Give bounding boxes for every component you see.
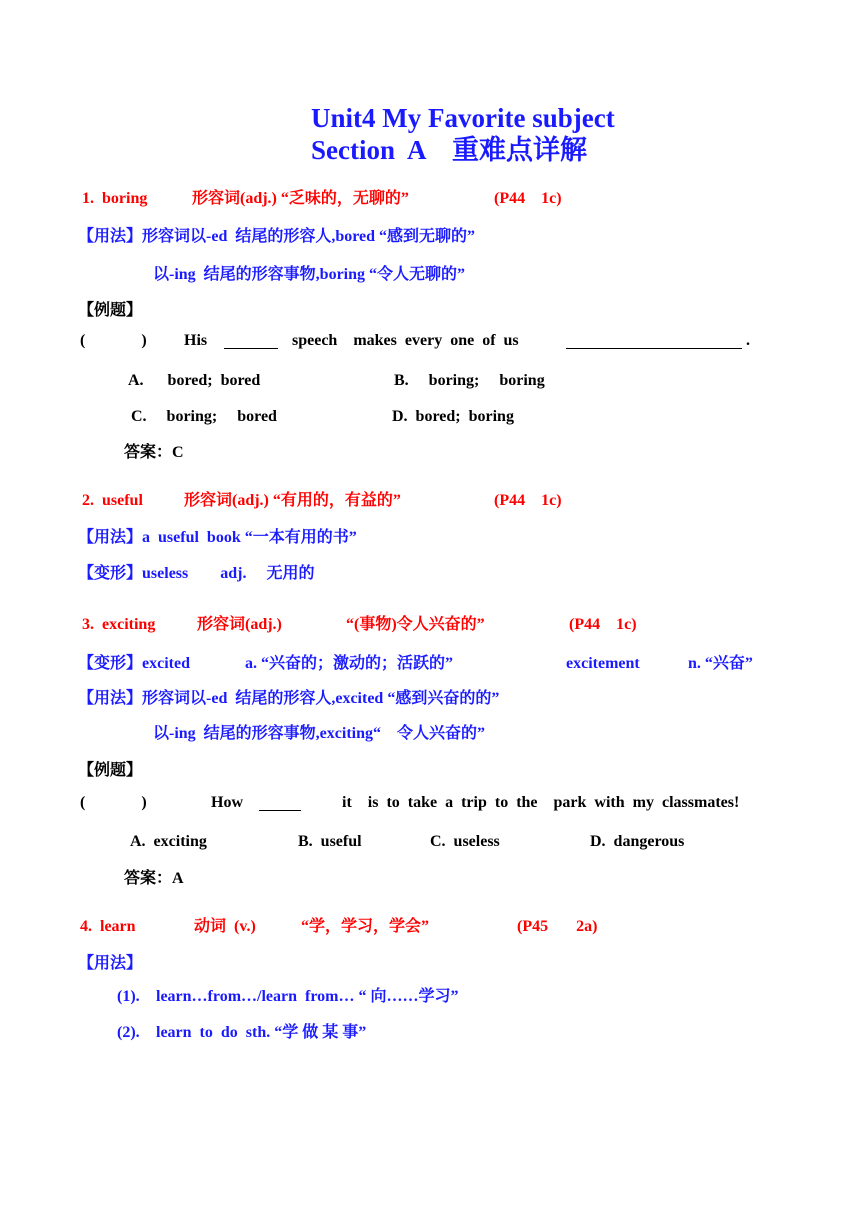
item1-answer: 答案：C: [124, 444, 184, 461]
item3-pos: 形容词(adj.): [197, 616, 282, 633]
usage-text: a useful book “一本有用的书”: [142, 529, 357, 546]
item4-pos: 动词 (v.): [194, 918, 256, 935]
usage-text: 形容词以-ed 结尾的形容人,excited “感到兴奋的的”: [142, 690, 500, 707]
item3-usage-line2: 以-ing 结尾的形容事物,exciting“ 令人兴奋的”: [153, 725, 485, 742]
variant-tag: 【变形】: [78, 655, 143, 672]
item2-variant: [78, 566, 314, 582]
variant-text: useless adj. 无用的: [142, 565, 315, 582]
item1-example-tag: 【例题】: [78, 302, 143, 319]
item3-variant-noun-meaning: n. “兴奋”: [688, 655, 753, 672]
item4-meaning: “学，学习，学会”: [301, 918, 430, 935]
item3-blank: [259, 810, 301, 811]
item1-blank-2: [566, 348, 742, 349]
item1-question-mid: speech makes every one of us: [292, 332, 519, 349]
usage-tag: 【用法】: [78, 690, 143, 707]
item3-question-paren: ( ): [80, 794, 147, 811]
item4-line1-num: (1).: [117, 988, 140, 1005]
item1-usage-line2: 以-ing 结尾的形容事物,boring “令人无聊的”: [153, 266, 466, 283]
item3-variant-noun: excitement: [566, 655, 640, 672]
item1-blank-1: [224, 348, 278, 349]
item3-option-d: D. dangerous: [590, 833, 685, 850]
item1-ref: (P44 1c): [494, 190, 562, 207]
item1-option-b: B. boring; boring: [394, 372, 545, 389]
item1-question-end: .: [746, 332, 750, 349]
item4-number: 4. learn: [80, 918, 136, 935]
item3-number: 3. exciting: [82, 616, 156, 633]
item3-option-b: B. useful: [298, 833, 362, 850]
item4-line1-text: learn…from…/learn from… “ 向……学习”: [156, 988, 459, 1005]
item1-question-word: His: [184, 332, 208, 349]
item3-ref: (P44 1c): [569, 616, 637, 633]
item1-pos: 形容词(adj.) “乏味的，无聊的”: [192, 190, 409, 207]
usage-text: 形容词以-ed 结尾的形容人,bored “感到无聊的”: [142, 228, 476, 245]
item4-line2-num: (2).: [117, 1024, 140, 1041]
item3-meaning: “(事物)令人兴奋的”: [346, 616, 485, 633]
item3-variant: [78, 656, 190, 672]
item3-variant-meaning: a. “兴奋的；激动的；活跃的”: [245, 655, 454, 672]
page-subtitle: Section A 重难点详解: [311, 135, 588, 165]
item1-number: 1. boring: [82, 190, 148, 207]
item1-usage: [78, 229, 475, 245]
item4-line2-text: learn to do sth. “学 做 某 事”: [156, 1024, 367, 1041]
item2-number: 2. useful: [82, 492, 143, 509]
item1-option-a: A. bored; bored: [128, 372, 261, 389]
item1-option-d: D. bored; boring: [392, 408, 514, 425]
item4-usage-tag: 【用法】: [78, 955, 143, 972]
variant-word: excited: [142, 655, 190, 672]
item2-usage: [78, 530, 357, 546]
item2-ref: (P44 1c): [494, 492, 562, 509]
item2-pos: 形容词(adj.) “有用的，有益的”: [184, 492, 401, 509]
usage-tag: 【用法】: [78, 529, 143, 546]
item3-option-a: A. exciting: [130, 833, 207, 850]
variant-tag: 【变形】: [78, 565, 143, 582]
item1-question-paren: ( ): [80, 332, 147, 349]
page-title: Unit4 My Favorite subject: [311, 103, 615, 133]
item4-ref: (P45 2a): [517, 918, 598, 935]
item3-question-rest: it is to take a trip to the park with my classmates!: [342, 794, 740, 811]
item3-example-tag: 【例题】: [78, 762, 143, 779]
item3-answer: 答案：A: [124, 870, 184, 887]
item3-question-word: How: [211, 794, 243, 811]
item1-option-c: C. boring; bored: [131, 408, 277, 425]
item3-usage: [78, 691, 499, 707]
usage-tag: 【用法】: [78, 228, 143, 245]
item3-option-c: C. useless: [430, 833, 500, 850]
